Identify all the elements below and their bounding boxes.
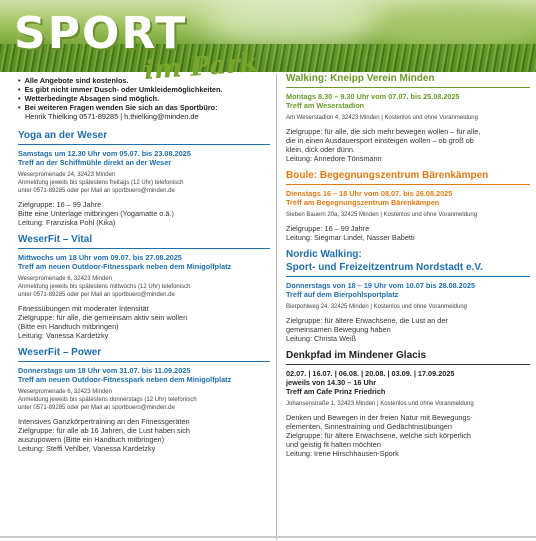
page-title: SPORT xyxy=(14,8,188,59)
event-yoga xyxy=(18,129,270,227)
event-title: Yoga an der Weser xyxy=(18,130,108,141)
section-rule xyxy=(286,87,530,88)
event-boule xyxy=(286,169,530,242)
event-address: Am Weserstadion 4, 32423 Minden | Kostenlos und ohne Voranmeldung xyxy=(286,115,478,121)
event-title: Boule: Begegnungszentrum Bärenkämpen xyxy=(286,170,489,181)
event-location: Treff auf dem Bierpohlsportplatz xyxy=(286,290,399,299)
section-rule xyxy=(18,361,270,362)
event-description: Zielgruppe: für ältere Erwachsene, die Lust an der gemeinsamen Bewegung haben Leitung: Christa Weiß xyxy=(286,316,448,343)
event-time: Donnerstags um 18 Uhr vom 31.07. bis 11.09.2025 xyxy=(18,366,191,375)
event-weserfit-power xyxy=(18,346,270,453)
event-location: Treff am Begegnungszentrum Bärenkämpen xyxy=(286,198,440,207)
event-address: Sieben Bauern 20a, 32425 Minden | Kostenlos und ohne Voranmeldung xyxy=(286,212,478,218)
section-rule xyxy=(286,184,530,185)
right-column xyxy=(286,70,530,464)
event-address: Bierpohlweg 24, 32425 Minden | Kostenlos und ohne Voranmeldung xyxy=(286,304,468,310)
event-location: Treff am Cafe Prinz Friedrich xyxy=(286,387,386,396)
event-address: Weserpromenade 6, 32423 Minden Anmeldung jeweils bis spätestens mittwochs (12 Uhr) telefonisch unter 0571-89285 oder per Mail an sportbuero@minden.de xyxy=(18,276,191,298)
event-title: WeserFit – Power xyxy=(18,347,102,358)
event-description: Zielgruppe: 16 – 99 Jahre Bitte eine Unterlage mitbringen (Yogamatte o.ä.) Leitung: Franziska Pohl (Kika) xyxy=(18,200,174,227)
event-time: Mittwochs um 18 Uhr vom 09.07. bis 27.08.2025 xyxy=(18,253,182,262)
event-time: Montags 8.30 – 9.30 Uhr vom 07.07. bis 25.08.2025 xyxy=(286,92,460,101)
banner-highlight xyxy=(200,0,380,50)
event-time: Donnerstags von 18 – 19 Uhr vom 10.07 bis 28.08.2025 xyxy=(286,281,476,290)
event-location: Treff am Weserstadion xyxy=(286,101,365,110)
section-rule xyxy=(286,276,530,277)
column-divider xyxy=(276,74,277,540)
event-address: Johansenstraße 1, 32423 Minden | Kostenlos und ohne Voranmeldung xyxy=(286,401,474,407)
event-description: Fitnessübungen mit moderater Intensität Zielgruppe: für alle, die gemeinsam aktiv sein wollen (Bitte ein Handtuch mitbringen) Leitung: Vanessa Kardetzky xyxy=(18,304,188,340)
footer-rule xyxy=(0,536,536,538)
event-dates: 02.07. | 16.07. | 06.08. | 20.08. | 03.09. | 17.09.2025 xyxy=(286,369,455,378)
event-title: Walking: Kneipp Verein Minden xyxy=(286,73,435,84)
event-title: Nordic Walking: xyxy=(286,249,362,260)
event-time: jeweils von 14.30 – 16 Uhr xyxy=(286,378,377,387)
event-location: Treff am neuen Outdoor-Fitnesspark neben dem Minigolfplatz xyxy=(18,262,232,271)
page-subtitle: im Park xyxy=(143,48,259,86)
event-time: Samstags um 12.30 Uhr vom 05.07. bis 23.08.2025 xyxy=(18,149,191,158)
info-item: • Es gibt nicht immer Dusch- oder Umkleidemöglichkeiten. xyxy=(18,85,270,94)
section-rule xyxy=(286,364,530,365)
header-banner xyxy=(0,0,536,72)
event-denkpfad xyxy=(286,349,530,458)
event-nordic-walking xyxy=(286,248,530,343)
info-item: • Wetterbedingte Absagen sind möglich. xyxy=(18,94,270,103)
section-rule xyxy=(18,248,270,249)
event-address: Weserpromenade 24, 32423 Minden Anmeldung jeweils bis spätestens freitags (12 Uhr) telefonisch unter 0571-89285 oder per Mail an sportbuero@minden.de xyxy=(18,172,184,194)
event-location: Treff an der Schiffmühle direkt an der Weser xyxy=(18,158,172,167)
event-description: Zielgruppe: 16 – 99 Jahre Leitung: Siegmar Lindel, Nasser Babetti xyxy=(286,224,415,242)
contact-info: Henrik Thielking 0571-89285 | h.thielking@minden.de xyxy=(25,112,199,121)
event-time: Dienstags 16 – 18 Uhr vom 08.07. bis 26.08.2025 xyxy=(286,189,453,198)
section-rule xyxy=(18,144,270,145)
event-title: Sport- und Freizeitzentrum Nordstadt e.V. xyxy=(286,262,483,273)
info-item: • Bei weiteren Fragen wenden Sie sich an das Sportbüro: Henrik Thielking 0571-89285 | h.thielking@minden.de xyxy=(18,103,270,121)
info-item: • Alle Angebote sind kostenlos. xyxy=(18,76,270,85)
event-description: Intensives Ganzkörpertraining an den Fitnessgeräten Zielgruppe: für alle ab 16 Jahren, die Lust haben sich auszupowern (Bitte ein Handtuch mitbringen) Leitung: Steffi Vehlber, Vanessa Kardetzky xyxy=(18,417,190,453)
event-location: Treff am neuen Outdoor-Fitnesspark neben dem Minigolfplatz xyxy=(18,375,232,384)
event-walking xyxy=(286,72,530,163)
event-title: WeserFit – Vital xyxy=(18,234,93,245)
event-address: Weserpromenade 6, 32423 Minden Anmeldung jeweils bis spätestens donnerstags (12 Uhr) telefonisch unter 0571-89285 oder per Mail an sportbuero@minden.de xyxy=(18,389,197,411)
info-list xyxy=(18,76,270,121)
left-column xyxy=(18,76,270,459)
event-weserfit-vital xyxy=(18,233,270,340)
event-description: Denken und Bewegen in der freien Natur mit Bewegungs- elementen, Sinnestraining und Gedächtnisübungen Zielgruppe: für ältere Erwachsene, welche sich körperlich und geistig fit halten möchten Leitung: Irene Hirschhausen-Spork xyxy=(286,413,473,458)
event-title: Denkpfad im Mindener Glacis xyxy=(286,350,427,361)
event-description: Zielgruppe: für alle, die sich mehr bewegen wollen – für alle, die in einen Ausdauersport einsteigen wollen – ob groß ob klein, dick oder dünn. Leitung: Annedore Tönsmann xyxy=(286,127,481,163)
